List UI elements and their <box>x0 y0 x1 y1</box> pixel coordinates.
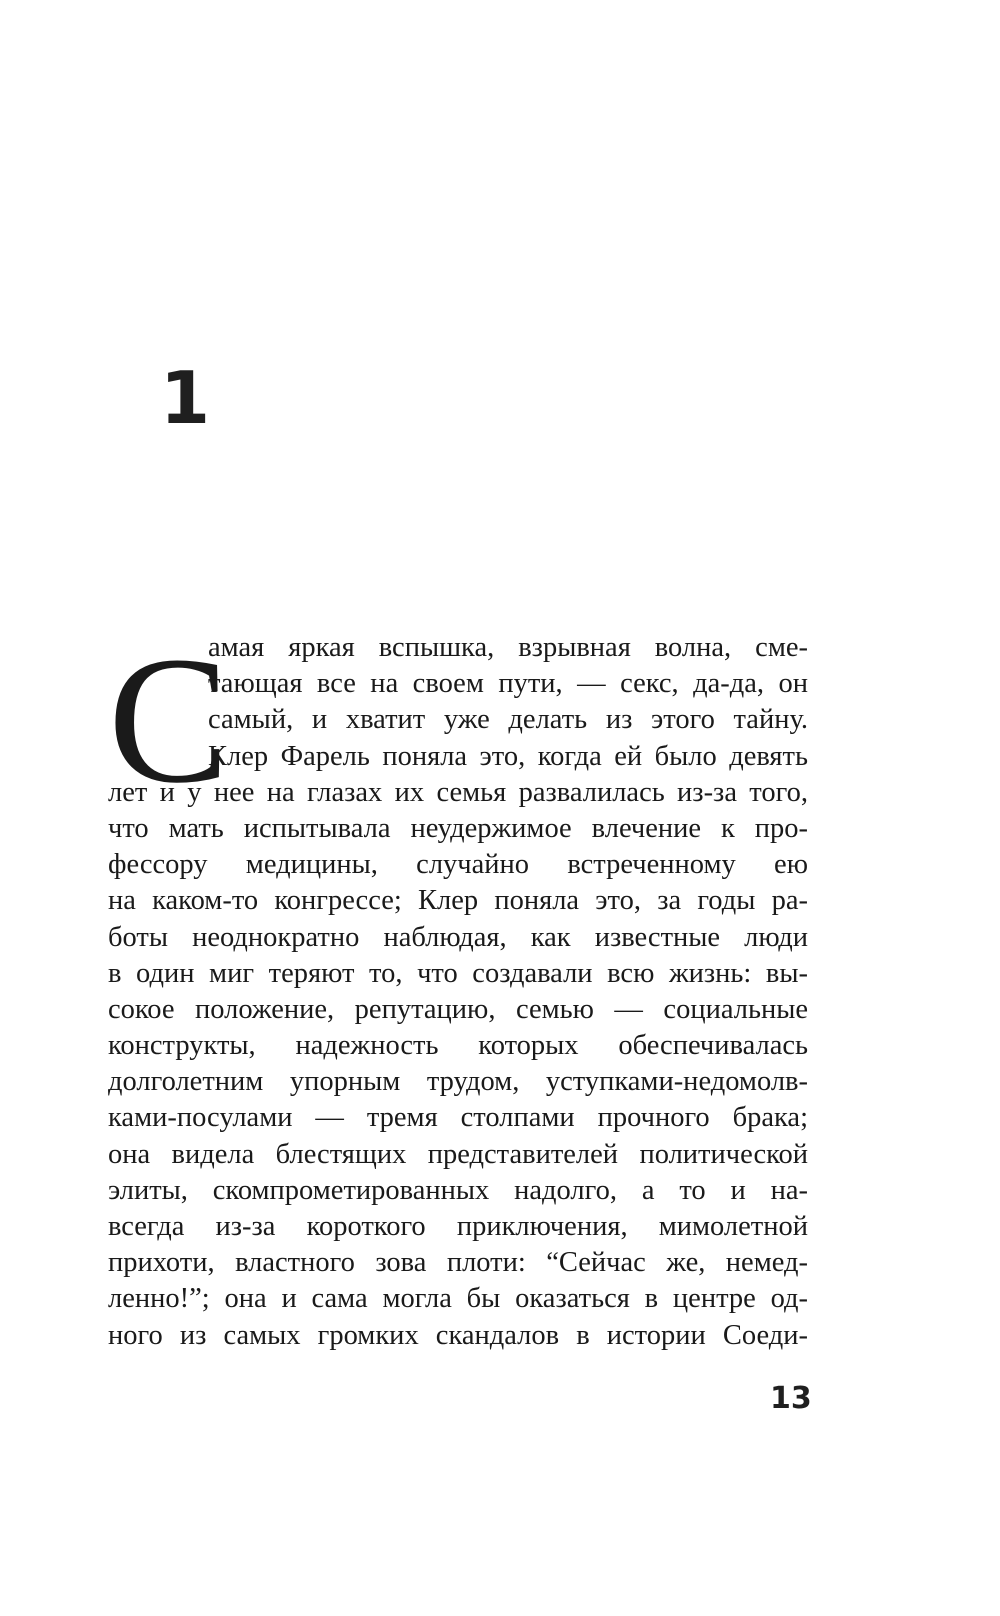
text-line: ками-посулами — тремя столпами прочного брака; <box>108 1102 808 1134</box>
chapter-number: 1 <box>160 356 211 440</box>
text-line: боты неоднократно наблюдая, как известные люди <box>108 921 808 953</box>
text-line: что мать испытывала неудержимое влечение к про- <box>108 812 808 844</box>
text-line: прихоти, властного зова плоти: “Сейчас же, немед- <box>108 1247 808 1279</box>
text-line: всегда из-за короткого приключения, мимолетной <box>108 1211 808 1242</box>
text-line: долголетним упорным трудом, уступками-недомолв- <box>108 1066 808 1098</box>
text-line: Клер Фарель поняла это, когда ей было девять <box>208 740 808 772</box>
text-line: в один миг теряют то, что создавали всю жизнь: вы- <box>108 957 808 989</box>
body-text <box>108 620 808 1354</box>
text-line: она видела блестящих представителей политической <box>108 1138 808 1170</box>
text-line: элиты, скомпрометированных надолго, а то и на- <box>108 1174 808 1206</box>
text-line: конструкты, надежность которых обеспечивалась <box>108 1030 808 1062</box>
text-line: ленно!”; она и сама могла бы оказаться в центре од- <box>108 1283 808 1315</box>
text-line: тающая все на своем пути, — секс, да-да, он <box>208 668 808 700</box>
page-number: 13 <box>770 1381 812 1416</box>
text-line: на каком-то конгрессе; Клер поняла это, за годы ра- <box>108 885 808 917</box>
text-line: сокое положение, репутацию, семью — социальные <box>108 993 808 1025</box>
text-line: лет и у нее на глазах их семья развалилась из-за того, <box>108 776 808 808</box>
text-line: ного из самых громких скандалов в истории Соеди- <box>108 1319 808 1351</box>
text-line: фессору медицины, случайно встреченному ею <box>108 849 808 881</box>
drop-cap: С <box>108 620 230 821</box>
text-line: амая яркая вспышка, взрывная волна, сме- <box>208 632 808 663</box>
text-line: самый, и хватит уже делать из этого тайну. <box>208 704 808 736</box>
